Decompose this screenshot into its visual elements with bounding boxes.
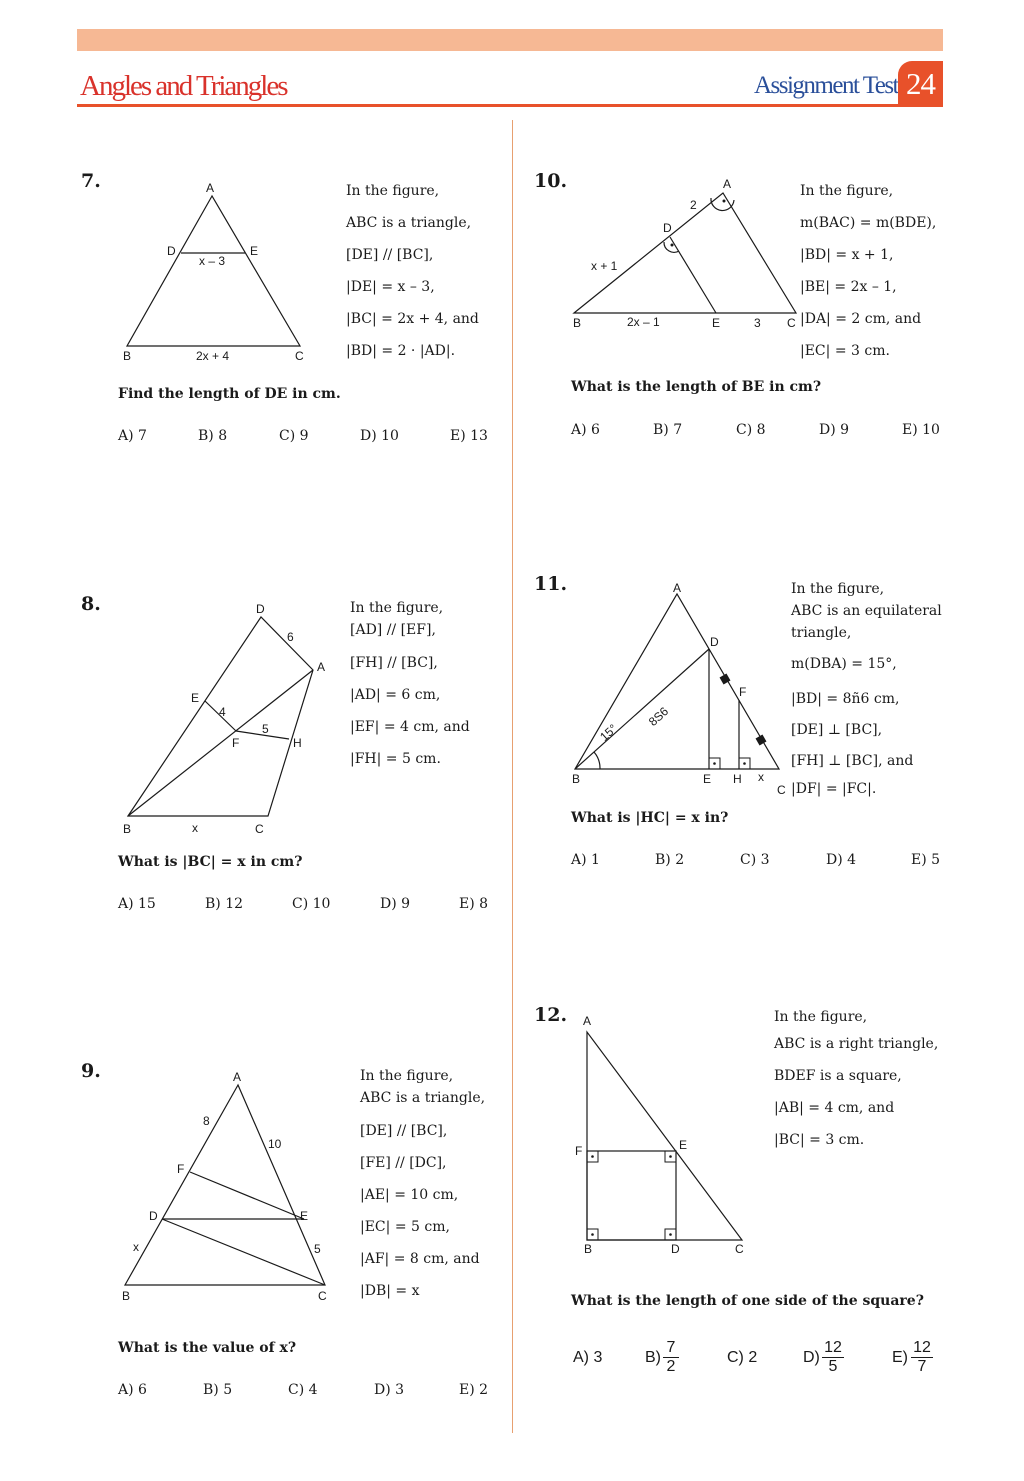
- question-10-figure: [570, 175, 800, 335]
- label-e: E: [703, 772, 712, 786]
- denominator: 2: [663, 1357, 679, 1376]
- q7-choice-d[interactable]: D) 10: [360, 428, 399, 444]
- angle-dot-d: [671, 244, 674, 247]
- given-line: In the figure,: [800, 183, 894, 199]
- triangle-abc: [125, 1085, 325, 1285]
- question-11-givens: [791, 578, 942, 801]
- triangle-abc: [574, 193, 796, 313]
- right-angle-dot-e: [669, 1155, 672, 1158]
- given-line: In the figure,: [791, 581, 885, 597]
- diagonal-ba: [128, 670, 313, 816]
- segment-fe: [190, 1172, 304, 1219]
- given-line: |BC| = 2x + 4, and: [346, 311, 479, 327]
- numerator: 7: [666, 1339, 676, 1356]
- q12-choice-d[interactable]: [803, 1349, 820, 1367]
- denominator: 5: [822, 1357, 844, 1376]
- q10-choice-e[interactable]: E) 10: [902, 422, 940, 438]
- label-b: B: [573, 316, 582, 330]
- q12-choice-b-fraction: [663, 1339, 679, 1376]
- given-line: ABC is an equilateral: [791, 603, 942, 619]
- q10-choice-d[interactable]: D) 9: [819, 422, 850, 438]
- q8-choice-c[interactable]: C) 10: [292, 896, 331, 912]
- given-line: [DE] // [BC],: [346, 247, 434, 263]
- given-line: In the figure,: [774, 1009, 868, 1025]
- given-line: ABC is a right triangle,: [774, 1036, 939, 1052]
- header-band: [77, 29, 943, 51]
- label-ec-length: 3: [754, 316, 761, 330]
- label-bd-length: x + 1: [591, 259, 618, 273]
- choice-prefix: B): [645, 1349, 661, 1366]
- given-line: |EC| = 3 cm.: [800, 343, 890, 359]
- q9-choice-a[interactable]: A) 6: [118, 1382, 147, 1398]
- given-line: ABC is a triangle,: [360, 1090, 486, 1106]
- question-10-prompt: What is the length of BE in cm?: [571, 379, 822, 395]
- question-7-givens: [346, 175, 479, 367]
- label-d: D: [671, 1242, 680, 1256]
- label-f: F: [177, 1162, 185, 1176]
- q9-choice-c[interactable]: C) 4: [288, 1382, 318, 1398]
- question-10-number: 10.: [534, 170, 568, 192]
- label-b: B: [123, 822, 132, 836]
- assignment-title: Assignment Test: [753, 72, 898, 99]
- label-bc-length: x: [192, 821, 198, 835]
- label-c: C: [318, 1289, 327, 1303]
- q10-choice-b[interactable]: B) 7: [653, 422, 683, 438]
- label-db-length: x: [133, 1240, 139, 1254]
- label-e: E: [679, 1138, 688, 1152]
- label-d: D: [663, 221, 672, 235]
- angle-dot-a: [723, 200, 726, 203]
- denominator: 7: [911, 1357, 933, 1376]
- q11-choice-a[interactable]: A) 1: [571, 852, 600, 868]
- label-h: H: [733, 772, 742, 786]
- segment-de: [670, 237, 716, 313]
- numerator: 12: [913, 1339, 931, 1356]
- given-line: In the figure,: [360, 1068, 454, 1084]
- triangle-abc: [587, 1032, 742, 1240]
- question-10-givens: [800, 175, 936, 367]
- given-line: |DB| = x: [360, 1283, 420, 1299]
- question-9-prompt: What is the value of x?: [118, 1340, 297, 1356]
- numerator: 12: [824, 1339, 842, 1356]
- label-b: B: [123, 349, 132, 363]
- q11-choice-c[interactable]: C) 3: [740, 852, 770, 868]
- label-af-length: 8: [203, 1114, 210, 1128]
- label-da-length: 2: [690, 198, 697, 212]
- q12-choice-a[interactable]: A) 3: [573, 1349, 603, 1366]
- label-b: B: [584, 1242, 593, 1256]
- given-line: |DF| = |FC|.: [791, 781, 877, 797]
- right-angle-dot-d: [669, 1233, 672, 1236]
- given-line: |AD| = 6 cm,: [350, 687, 441, 703]
- label-de-length: x – 3: [199, 254, 226, 268]
- q7-choice-a[interactable]: A) 7: [118, 428, 147, 444]
- label-d: D: [167, 244, 176, 258]
- q11-choice-b[interactable]: B) 2: [655, 852, 685, 868]
- given-line: |DE| = x – 3,: [346, 279, 435, 295]
- test-number-badge: 24: [898, 61, 943, 107]
- label-f: F: [739, 685, 747, 699]
- q8-choice-b[interactable]: B) 12: [205, 896, 244, 912]
- question-12-number: 12.: [534, 1004, 568, 1026]
- given-line: triangle,: [791, 625, 852, 641]
- question-8-prompt: What is |BC| = x in cm?: [118, 854, 303, 870]
- question-9-givens: [360, 1065, 485, 1307]
- label-a: A: [673, 581, 682, 595]
- label-c: C: [255, 822, 264, 836]
- choice-prefix: D): [803, 1349, 820, 1366]
- given-line: |BE| = 2x – 1,: [800, 279, 897, 295]
- given-line: |BD| = 2 · |AD|.: [346, 343, 456, 359]
- question-12-givens: [774, 1005, 938, 1155]
- label-b: B: [572, 772, 581, 786]
- square-bdef: [587, 1151, 676, 1240]
- q9-choice-b[interactable]: B) 5: [203, 1382, 233, 1398]
- label-ef-length: 4: [219, 705, 226, 719]
- question-11-figure: [570, 578, 795, 798]
- given-line: |BC| = 3 cm.: [774, 1132, 865, 1148]
- given-line: In the figure,: [350, 600, 444, 616]
- question-9-number: 9.: [81, 1060, 101, 1082]
- label-f: F: [575, 1144, 583, 1158]
- right-angle-dot-e: [713, 762, 716, 765]
- given-line: |FH| = 5 cm.: [350, 751, 441, 767]
- angle-arc-b: [594, 752, 600, 769]
- label-a: A: [233, 1070, 242, 1084]
- question-8-figure: [115, 598, 335, 838]
- header-rule: [77, 104, 943, 107]
- label-c: C: [787, 316, 796, 330]
- triangle-abc: [127, 196, 300, 346]
- label-c: C: [777, 783, 786, 797]
- given-line: [AD] // [EF],: [350, 622, 436, 638]
- given-line: |BD| = 8ñ6 cm,: [791, 691, 900, 707]
- label-e: E: [191, 691, 200, 705]
- q12-choice-e-fraction: [911, 1339, 933, 1376]
- label-c: C: [735, 1242, 744, 1256]
- label-angle: 15°: [597, 721, 620, 744]
- q8-choice-e[interactable]: E) 8: [459, 896, 489, 912]
- right-angle-dot-f: [591, 1155, 594, 1158]
- right-angle-dot-b: [591, 1233, 594, 1236]
- label-hc-length: x: [758, 770, 764, 784]
- label-b: B: [122, 1289, 131, 1303]
- q10-choice-c[interactable]: C) 8: [736, 422, 766, 438]
- question-12-figure: [570, 1008, 755, 1258]
- given-line: |AF| = 8 cm, and: [360, 1251, 480, 1267]
- label-c: C: [295, 349, 304, 363]
- given-line: [FE] // [DC],: [360, 1155, 447, 1171]
- label-bd-length: 8S6: [645, 704, 672, 729]
- given-line: |BD| = x + 1,: [800, 247, 894, 263]
- label-e: E: [300, 1209, 309, 1223]
- given-line: In the figure,: [346, 183, 440, 199]
- question-8-number: 8.: [81, 593, 101, 615]
- given-line: [DE] ⊥ [BC],: [791, 722, 883, 738]
- label-h: H: [293, 736, 302, 750]
- label-ae-length: 10: [268, 1137, 282, 1151]
- given-line: [FH] // [BC],: [350, 655, 438, 671]
- label-fh-length: 5: [262, 722, 269, 736]
- question-11-number: 11.: [534, 573, 568, 595]
- label-a: A: [206, 181, 215, 195]
- label-a: A: [723, 177, 732, 191]
- label-d: D: [256, 602, 265, 616]
- label-e: E: [250, 244, 259, 258]
- given-line: |DA| = 2 cm, and: [800, 311, 922, 327]
- q12-choice-d-fraction: [822, 1339, 844, 1376]
- label-d: D: [149, 1209, 158, 1223]
- given-line: ABC is a triangle,: [346, 215, 472, 231]
- q7-choice-e[interactable]: E) 13: [450, 428, 488, 444]
- chapter-title: Angles and Triangles: [80, 70, 287, 102]
- label-e: E: [712, 316, 721, 330]
- label-be-length: 2x – 1: [627, 315, 660, 329]
- given-line: BDEF is a square,: [774, 1068, 902, 1084]
- given-line: m(DBA) = 15°,: [791, 656, 897, 672]
- label-d: D: [710, 635, 719, 649]
- q12-choice-e[interactable]: [892, 1349, 908, 1367]
- given-line: |AE| = 10 cm,: [360, 1187, 459, 1203]
- label-a: A: [317, 660, 326, 674]
- question-12-prompt: What is the length of one side of the square?: [571, 1293, 924, 1309]
- right-angle-dot-h: [743, 762, 746, 765]
- choice-prefix: E): [892, 1349, 908, 1366]
- label-f: F: [232, 736, 240, 750]
- label-a: A: [583, 1014, 592, 1028]
- segment-bd: [575, 649, 709, 769]
- question-8-givens: [350, 597, 470, 775]
- q7-choice-b[interactable]: B) 8: [198, 428, 228, 444]
- label-ec-length: 5: [314, 1242, 321, 1256]
- q9-choice-e[interactable]: E) 2: [459, 1382, 489, 1398]
- given-line: |EF| = 4 cm, and: [350, 719, 470, 735]
- question-7-figure: [115, 178, 325, 368]
- q9-choice-d[interactable]: D) 3: [374, 1382, 405, 1398]
- given-line: [DE] // [BC],: [360, 1123, 448, 1139]
- q8-choice-a[interactable]: A) 15: [118, 896, 156, 912]
- question-11-prompt: What is |HC| = x in?: [571, 810, 729, 826]
- q8-choice-d[interactable]: D) 9: [380, 896, 411, 912]
- given-line: m(BAC) = m(BDE),: [800, 215, 937, 231]
- question-7-number: 7.: [81, 170, 101, 192]
- label-bc-length: 2x + 4: [196, 349, 230, 363]
- q7-choice-c[interactable]: C) 9: [279, 428, 309, 444]
- q12-choice-b[interactable]: [645, 1349, 661, 1367]
- question-9-figure: [115, 1068, 345, 1308]
- q11-choice-d[interactable]: D) 4: [826, 852, 857, 868]
- q10-choice-a[interactable]: A) 6: [571, 422, 600, 438]
- q12-choice-c[interactable]: C) 2: [727, 1349, 758, 1366]
- given-line: |AB| = 4 cm, and: [774, 1100, 895, 1116]
- q11-choice-e[interactable]: E) 5: [911, 852, 941, 868]
- label-ad-length: 6: [287, 630, 294, 644]
- given-line: |EC| = 5 cm,: [360, 1219, 450, 1235]
- question-7-prompt: Find the length of DE in cm.: [118, 386, 341, 402]
- column-divider: [512, 120, 513, 1433]
- given-line: [FH] ⊥ [BC], and: [791, 753, 914, 769]
